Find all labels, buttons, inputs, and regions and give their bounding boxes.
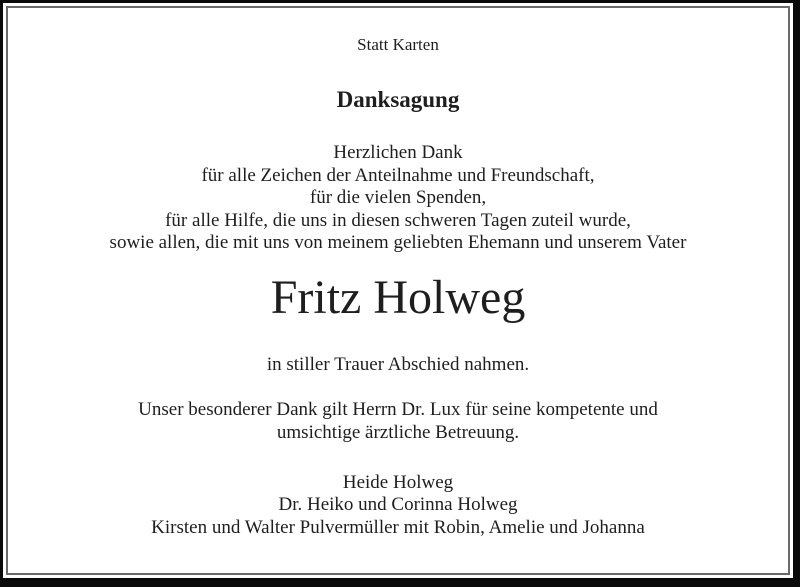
- pre-header: Statt Karten: [357, 35, 439, 54]
- thanks-line: Unser besonderer Dank gilt Herrn Dr. Lux für seine kompetente und: [138, 398, 658, 420]
- mourners-block: [8, 472, 788, 540]
- mourner-line: Heide Holweg: [342, 471, 454, 493]
- thanks-line: umsichtige ärztliche Betreuung.: [276, 421, 520, 443]
- closing-line: in stiller Trauer Abschied nahmen.: [266, 353, 530, 375]
- intro-line: für alle Zeichen der Anteilnahme und Freundschaft,: [201, 164, 595, 186]
- intro-block: [8, 142, 788, 255]
- intro-line: für alle Hilfe, die uns in diesen schweren Tagen zuteil wurde,: [165, 209, 631, 231]
- thanks-block: [8, 398, 788, 444]
- intro-line: sowie allen, die mit uns von meinem geliebten Ehemann und unserem Vater: [109, 232, 687, 253]
- mourner-line: Dr. Heiko und Corinna Holweg: [278, 494, 518, 515]
- intro-line: für die vielen Spenden,: [309, 187, 487, 208]
- deceased-name: Fritz Holweg: [270, 270, 526, 324]
- notice-inner-frame: [6, 6, 790, 575]
- mourner-line: Kirsten und Walter Pulvermüller mit Robin, Amelie und Johanna: [151, 516, 645, 538]
- notice-title: Danksagung: [336, 87, 460, 112]
- intro-line: Herzlichen Dank: [333, 142, 463, 163]
